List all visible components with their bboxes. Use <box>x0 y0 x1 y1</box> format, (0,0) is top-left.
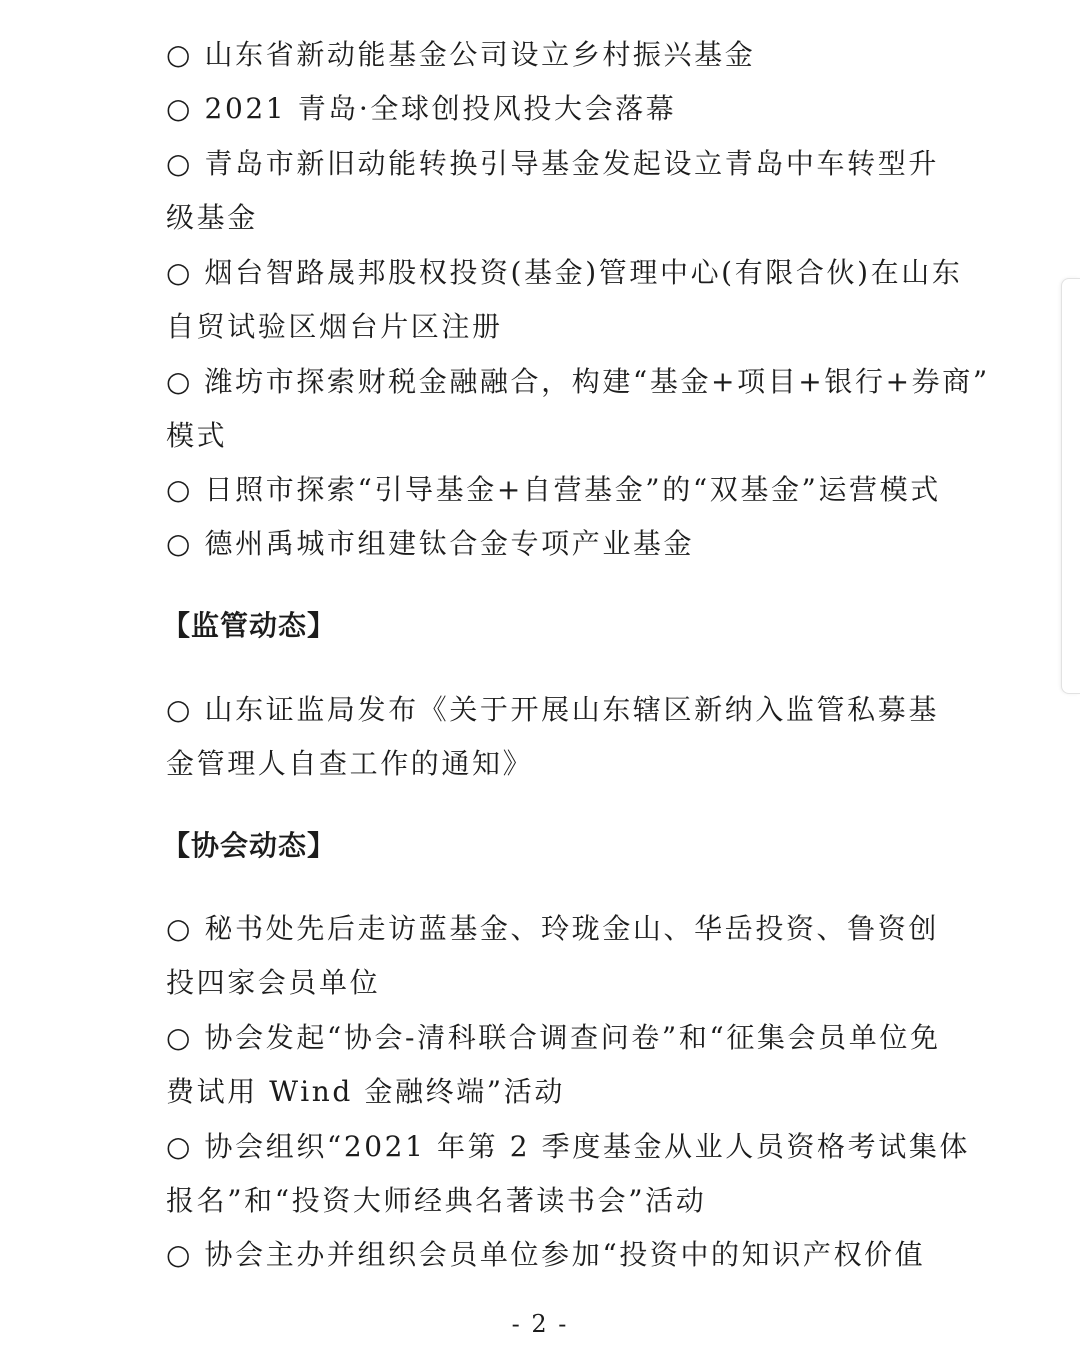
association-item-line: 投四家会员单位 <box>166 966 381 999</box>
news-item-line: ○ 2021 青岛·全球创投风投大会落幕 <box>166 92 677 125</box>
news-item-line: ○ 烟台智路晟邦股权投资(基金)管理中心(有限合伙)在山东 <box>166 256 963 289</box>
news-item-line: ○ 山东省新动能基金公司设立乡村振兴基金 <box>166 38 756 71</box>
section-heading-association: 【协会动态】 <box>162 829 337 862</box>
association-item-line: ○ 协会组织“2021 年第 2 季度基金从业人员资格考试集体 <box>166 1130 971 1163</box>
news-item-line: 模式 <box>166 419 228 452</box>
news-item-line: ○ 德州禹城市组建钛合金专项产业基金 <box>166 527 695 560</box>
association-item-line: 费试用 Wind 金融终端”活动 <box>166 1075 565 1108</box>
regulatory-item-line: 金管理人自查工作的通知》 <box>166 747 534 780</box>
association-item-line: 报名”和“投资大师经典名著读书会”活动 <box>166 1184 707 1217</box>
association-item-line: ○ 秘书处先后走访蓝基金、玲珑金山、华岳投资、鲁资创 <box>166 912 939 945</box>
news-item-line: 级基金 <box>166 201 258 234</box>
news-item-line: ○ 青岛市新旧动能转换引导基金发起设立青岛中车转型升 <box>166 147 939 180</box>
section-heading-regulatory: 【监管动态】 <box>162 609 337 642</box>
news-item-line: ○ 潍坊市探索财税金融融合，构建“基金+项目+银行+券商” <box>166 365 990 398</box>
page-number: - 2 - <box>511 1310 569 1338</box>
scroll-handle[interactable] <box>1061 278 1080 694</box>
news-item-line: ○ 日照市探索“引导基金+自营基金”的“双基金”运营模式 <box>166 473 941 506</box>
association-item-line: ○ 协会主办并组织会员单位参加“投资中的知识产权价值 <box>166 1238 926 1271</box>
regulatory-item-line: ○ 山东证监局发布《关于开展山东辖区新纳入监管私募基 <box>166 693 939 726</box>
news-item-line: 自贸试验区烟台片区注册 <box>166 310 503 343</box>
association-item-line: ○ 协会发起“协会-清科联合调查问卷”和“征集会员单位免 <box>166 1021 941 1054</box>
